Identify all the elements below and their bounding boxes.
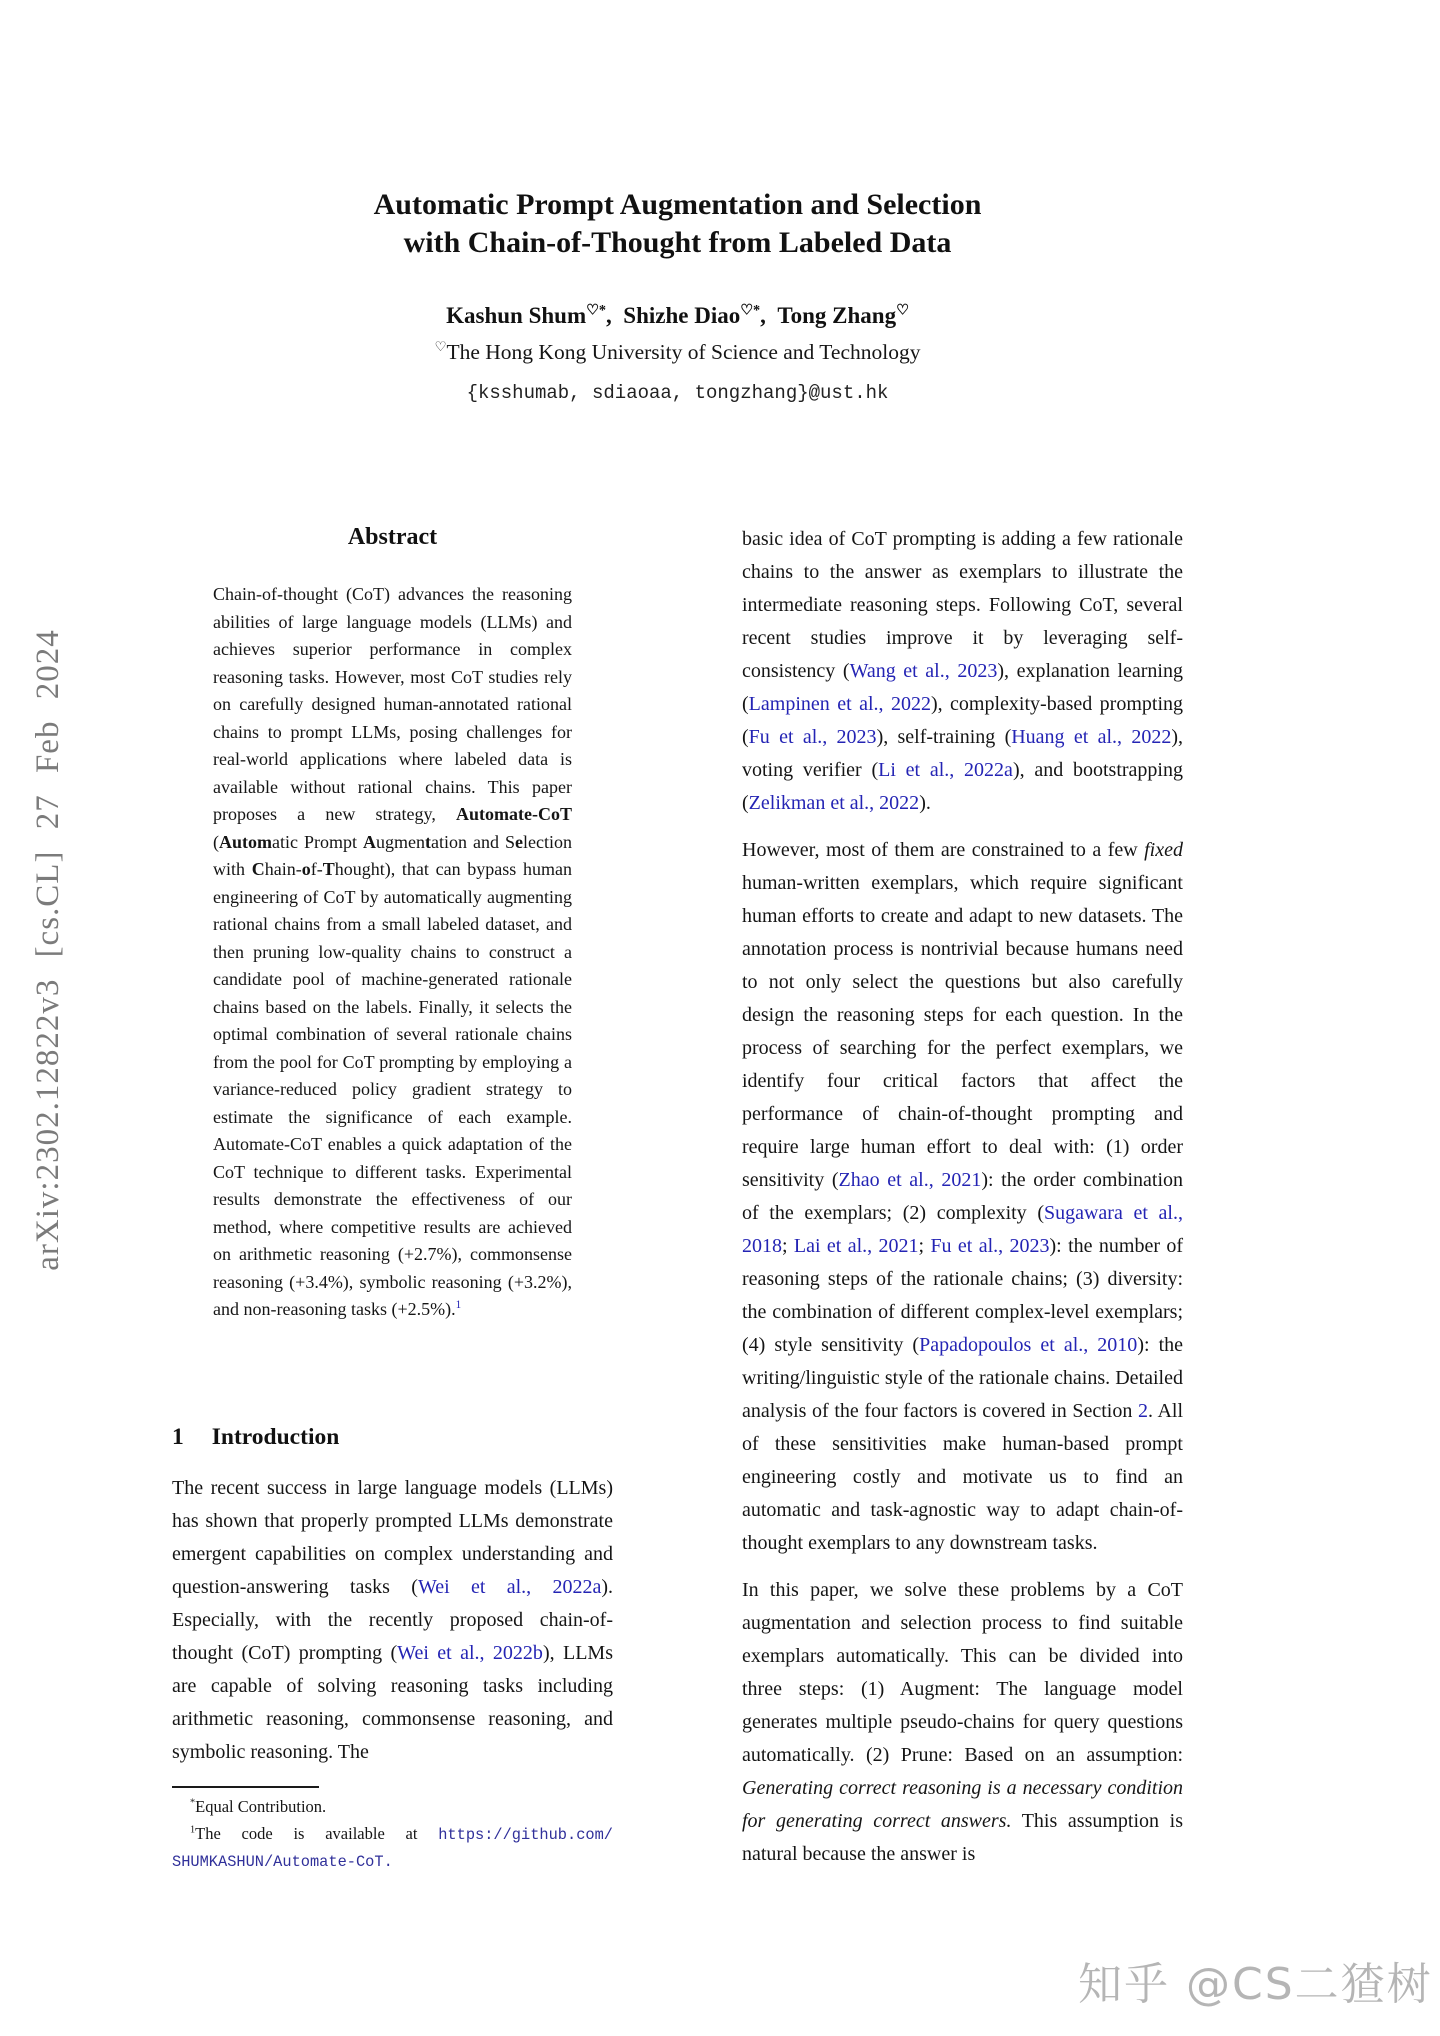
affiliation-line: ♡The Hong Kong University of Science and Technology	[434, 338, 921, 364]
citation-link[interactable]: Fu et al., 2023	[930, 1235, 1050, 1257]
citation-link[interactable]: Lampinen et al., 2022	[748, 693, 931, 715]
zhihu-watermark: 知乎 @CS二猹树	[1078, 1959, 1433, 2010]
right-paragraph-1: basic idea of CoT prompting is adding a few rationale chains to the answer as exemplars to illustrate the intermediate reasoning steps. Following CoT, several recent studies improve it by leveraging self-consistency (Wang et al., 2023), explanation learning (Lampinen et al., 2022), complexity-based prompting (Fu et al., 2023), self-training (Huang et al., 2022), voting verifier (Li et al., 2022a), and bootstrapping (Zelikman et al., 2022).	[742, 528, 1184, 814]
citation-link[interactable]: Huang et al., 2022	[1011, 726, 1172, 748]
citation-link[interactable]: Fu et al., 2023	[748, 726, 877, 748]
footnote-code-availability: $^1$The code is available at https://github.com/SHUMKASHUN/Automate-CoT.	[172, 1823, 613, 1871]
arxiv-sidebar-banner: arXiv:2302.12822v3 [cs.CL] 27 Feb 2024	[30, 629, 66, 1271]
citation-link[interactable]: Zhao et al., 2021	[838, 1169, 982, 1191]
citation-link[interactable]: Sugawara et al., 2018	[742, 1202, 1183, 1257]
abstract-heading: Abstract	[347, 524, 438, 550]
paper-title	[172, 186, 1183, 262]
code-url-link[interactable]: https://github.com/SHUMKASHUN/Automate-CoT.	[172, 1825, 613, 1871]
abstract-body: Chain-of-thought (CoT) advances the reasoning abilities of large language models (LLMs) and achieves superior performance in complex reasoning tasks. However, most CoT studies rely on carefully designed human-annotated rational chains to prompt LLMs, posing challenges for real-world applications where labeled data is available without rational chains. This paper proposes a new strategy, Automate-CoT (Automatic Prompt Augmentation and Selection with Chain-of-Thought), that can bypass human engineering of CoT by automatically augmenting rational chains from a small labeled dataset, and then pruning low-quality chains to construct a candidate pool of machine-generated rationale chains based on the labels. Finally, it selects the optimal combination of several rationale chains from the pool for CoT prompting by employing a variance-reduced policy gradient strategy to estimate the significance of each example. Automate-CoT enables a quick adaptation of the CoT technique to different tasks. Experimental results demonstrate the effectiveness of our method, where competitive results are achieved on arithmetic reasoning (+2.7%), commonsense reasoning (+3.4%), symbolic reasoning (+3.2%), and non-reasoning tasks (+2.5%).$^1$	[213, 584, 572, 1319]
footnote-ref-link[interactable]: 1	[455, 1299, 462, 1311]
citation-link[interactable]: Zelikman et al., 2022	[748, 792, 920, 814]
author-list: Kashun Shum♡*, Shizhe Diao♡*, Tong Zhang♡	[446, 302, 909, 328]
citation-link[interactable]: Wang et al., 2023	[849, 660, 998, 682]
citation-link[interactable]: Lai et al., 2021	[793, 1235, 919, 1257]
footnotes-block	[172, 1794, 613, 1876]
section-title: Introduction	[211, 1424, 340, 1450]
section-number: 1	[172, 1424, 184, 1450]
citation-link[interactable]: 2	[1137, 1400, 1148, 1422]
right-column	[742, 523, 1183, 1885]
introduction-paragraph: The recent success in large language models (LLMs) has shown that properly prompted LLMs demonstrate emergent capabilities on complex understanding and question-answering tasks (Wei et al., 2022a). Especially, with the recently proposed chain-of-thought (CoT) prompting (Wei et al., 2022b), LLMs are capable of solving reasoning tasks including arithmetic reasoning, commonsense reasoning, and symbolic reasoning. The	[172, 1477, 614, 1763]
paper-title-line2: with Chain-of-Thought from Labeled Data	[403, 226, 952, 259]
footnote-equal-contribution: *Equal Contribution.	[190, 1797, 327, 1816]
right-paragraph-3: In this paper, we solve these problems by a CoT augmentation and selection process to find suitable exemplars automatically. This can be divided into three steps: (1) Augment: The language model generates multiple pseudo-chains for query questions automatically. (2) Prune: Based on an assumption: Generating correct reasoning is a necessary condition for generating correct answers. This assumption is natural because the answer is	[742, 1579, 1183, 1865]
email-line: {ksshumab, sdiaoaa, tongzhang}@ust.hk	[466, 382, 889, 404]
right-paragraph-2: However, most of them are constrained to a few fixed human-written exemplars, which require significant human efforts to create and adapt to new datasets. The annotation process is nontrivial because humans need to not only select the questions but also carefully design the reasoning steps for each question. In the process of searching for the perfect exemplars, we identify four critical factors that affect the performance of chain-of-thought prompting and require large human effort to deal with: (1) order sensitivity (Zhao et al., 2021): the order combination of the exemplars; (2) complexity (Sugawara et al., 2018; Lai et al., 2021; Fu et al., 2023): the number of reasoning steps of the rationale chains; (3) diversity: the combination of different complex-level exemplars; (4) style sensitivity (Papadopoulos et al., 2010): the writing/linguistic style of the rationale chains. Detailed analysis of the four factors is covered in Section 2. All of these sensitivities make human-based prompt engineering costly and motivate us to find an automatic and task-agnostic way to adapt chain-of-thought exemplars to any downstream tasks.	[742, 839, 1184, 1554]
citation-link[interactable]: Wei et al., 2022b	[397, 1642, 543, 1664]
citation-link[interactable]: Papadopoulos et al., 2010	[919, 1334, 1138, 1356]
citation-link[interactable]: Li et al., 2022a	[878, 759, 1013, 781]
paper-title-line1: Automatic Prompt Augmentation and Selection	[373, 188, 982, 221]
section-heading-introduction	[172, 1424, 339, 1451]
footnote-divider	[172, 1786, 319, 1788]
citation-link[interactable]: Wei et al., 2022a	[417, 1576, 602, 1598]
